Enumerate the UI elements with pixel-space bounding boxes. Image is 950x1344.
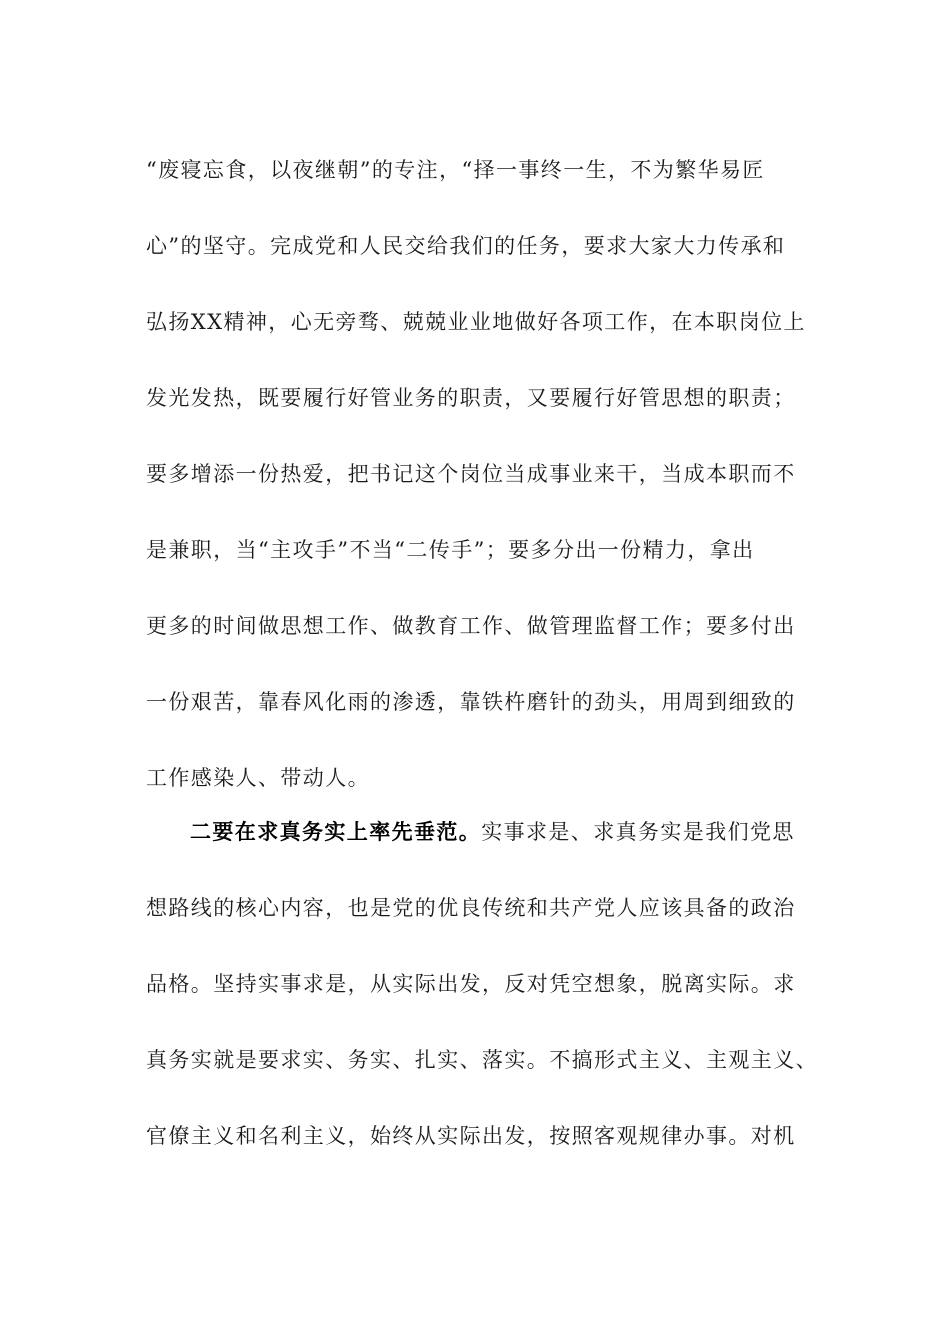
- paragraph-1-line-3: 弘扬XX精神，心无旁骛、兢兢业业地做好各项工作，在本职岗位上: [146, 310, 806, 334]
- paragraph-1-line-5: 要多增添一份热爱，把书记这个岗位当成事业来干，当成本职而不: [146, 462, 796, 486]
- paragraph-2-line-3: 品格。坚持实事求是，从实际出发，反对凭空想象，脱离实际。求: [146, 972, 796, 996]
- paragraph-2-line-1: [146, 794, 811, 870]
- paragraph-1-line-8: 一份艰苦，靠春风化雨的渗透，靠铁杵磨针的劲头，用周到细致的: [146, 690, 796, 714]
- paragraph-2-line-5: 官僚主义和名利主义，始终从实际出发，按照客观规律办事。对机: [146, 1124, 796, 1148]
- paragraph-1: [146, 132, 811, 816]
- paragraph-1-line-4: 发光发热，既要履行好管业务的职责，又要履行好管思想的职责；: [146, 386, 796, 410]
- paragraph-1-line-6: 是兼职，当“主攻手”不当“二传手”；要多分出一份精力，拿出: [146, 538, 755, 562]
- paragraph-1-line-9: 工作感染人、带动人。: [146, 766, 370, 790]
- paragraph-2-line-2: 想路线的核心内容，也是党的优良传统和共产党人应该具备的政治: [146, 896, 796, 920]
- paragraph-1-line-7: 更多的时间做思想工作、做教育工作、做管理监督工作；要多付出: [146, 614, 796, 638]
- paragraph-2-first-line-text: 实事求是、求真务实是我们党思: [481, 820, 795, 844]
- paragraph-1-line-1: “废寝忘食，以夜继朝”的专注，“择一事终一生，不为繁华易匠: [146, 158, 765, 182]
- paragraph-2: [146, 794, 818, 1174]
- paragraph-2-heading: 二要在求真务实上率先垂范。: [190, 819, 482, 844]
- paragraph-2-line-4: 真务实就是要求实、务实、扎实、落实。不搞形式主义、主观主义、: [146, 1048, 818, 1072]
- paragraph-1-line-2: 心”的坚守。完成党和人民交给我们的任务，要求大家大力传承和: [146, 234, 786, 258]
